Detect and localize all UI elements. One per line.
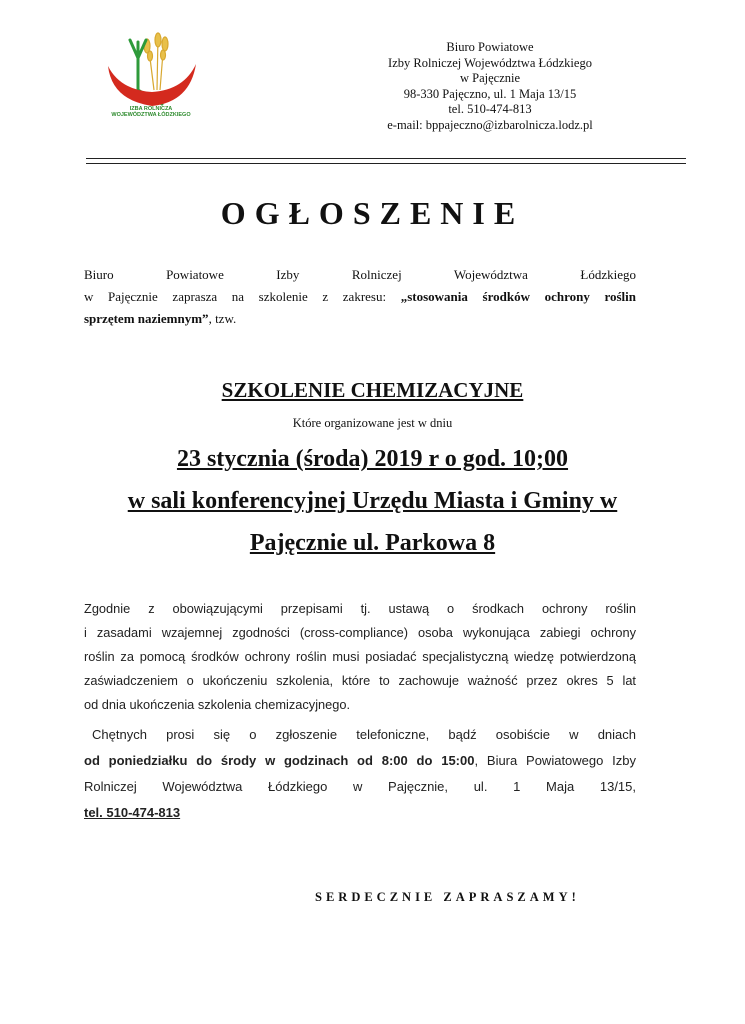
header-line-2: Izby Rolniczej Województwa Łódzkiego — [388, 55, 592, 70]
logo-caption — [106, 106, 196, 118]
intro-line-3 — [84, 308, 636, 330]
office-address — [360, 40, 620, 133]
location-line-1: w sali konferencyjnej Urzędu Miasta i Gminy w — [127, 488, 618, 514]
logo-line-1: IZBA ROLNICZA — [129, 106, 173, 112]
location-line-2: Pajęcznie ul. Parkowa 8 — [249, 530, 496, 556]
intro-topic: „stosowania środków ochrony roślin — [400, 289, 637, 304]
header-email: e-mail: bppajeczno@izbarolnicza.lodz.pl — [387, 117, 593, 132]
header-divider — [86, 158, 686, 159]
body2-line-4 — [84, 800, 636, 826]
body-line-1: Zgodnie z obowiązującymi przepisami tj. ustawą o środkach ochrony roślin — [84, 601, 636, 616]
body2-line-3: Rolniczej Województwa Łódzkiego w Pajęcznie, ul. 1 Maja 13/15, — [84, 779, 636, 794]
body2-line-1: Chętnych prosi się o zgłoszenie telefoniczne, bądź osobiście w dniach — [92, 727, 636, 742]
body-line-2: i zasadami wzajemnej zgodności (cross-compliance) osoba wykonująca zabiegi ochrony — [84, 625, 636, 640]
body-line-5: od dnia ukończenia szkolenia chemizacyjnego. — [84, 697, 351, 712]
office-hours: od poniedziałku do środy w godzinach od 8:00 do 15:00 — [84, 753, 475, 768]
intro-line-2-text: w Pajęcznie zaprasza na szkolenie z zakresu: — [84, 289, 401, 304]
closing-text: SERDECZNIE ZAPRASZAMY! — [315, 890, 580, 904]
regulations-paragraph — [84, 597, 636, 717]
header-divider-second — [86, 163, 686, 164]
body-line-4: zaświadczeniem o ukończeniu szkolenia, które to zachowuje ważność przez okres 5 lat — [84, 673, 636, 688]
header-line-3: w Pajęcznie — [459, 71, 521, 85]
intro-line-2 — [84, 286, 636, 308]
body2-line-2-text: , Biura Powiatowego Izby — [474, 753, 636, 768]
intro-line-1: Biuro Powiatowe Izby Rolniczej Województwa Łódzkiego — [84, 267, 636, 282]
page-title: OGŁOSZENIE — [220, 195, 525, 231]
logo-line-2: WOJEWÓDZTWA ŁÓDZKIEGO — [111, 112, 191, 118]
header-line-4: 98-330 Pajęczno, ul. 1 Maja 13/15 — [403, 86, 577, 101]
intro-paragraph — [84, 264, 636, 330]
intro-topic-end: sprzętem naziemnym” — [84, 311, 209, 326]
registration-paragraph — [84, 722, 636, 826]
body2-line-2 — [84, 748, 636, 774]
header-line-5: tel. 510-474-813 — [448, 102, 532, 116]
intro-line-3-text: , tzw. — [208, 311, 237, 326]
contact-phone: tel. 510-474-813 — [84, 805, 181, 820]
organized-text: Które organizowane jest w dniu — [292, 416, 453, 430]
date-line: 23 stycznia (środa) 2019 r o god. 10;00 — [176, 446, 569, 472]
training-title: SZKOLENIE CHEMIZACYJNE — [221, 378, 524, 402]
header-line-1: Biuro Powiatowe — [446, 40, 534, 54]
body-line-3: roślin za pomocą środków ochrony roślin musi posiadać specjalistyczną wiedzę potwierdzoną — [84, 649, 636, 664]
